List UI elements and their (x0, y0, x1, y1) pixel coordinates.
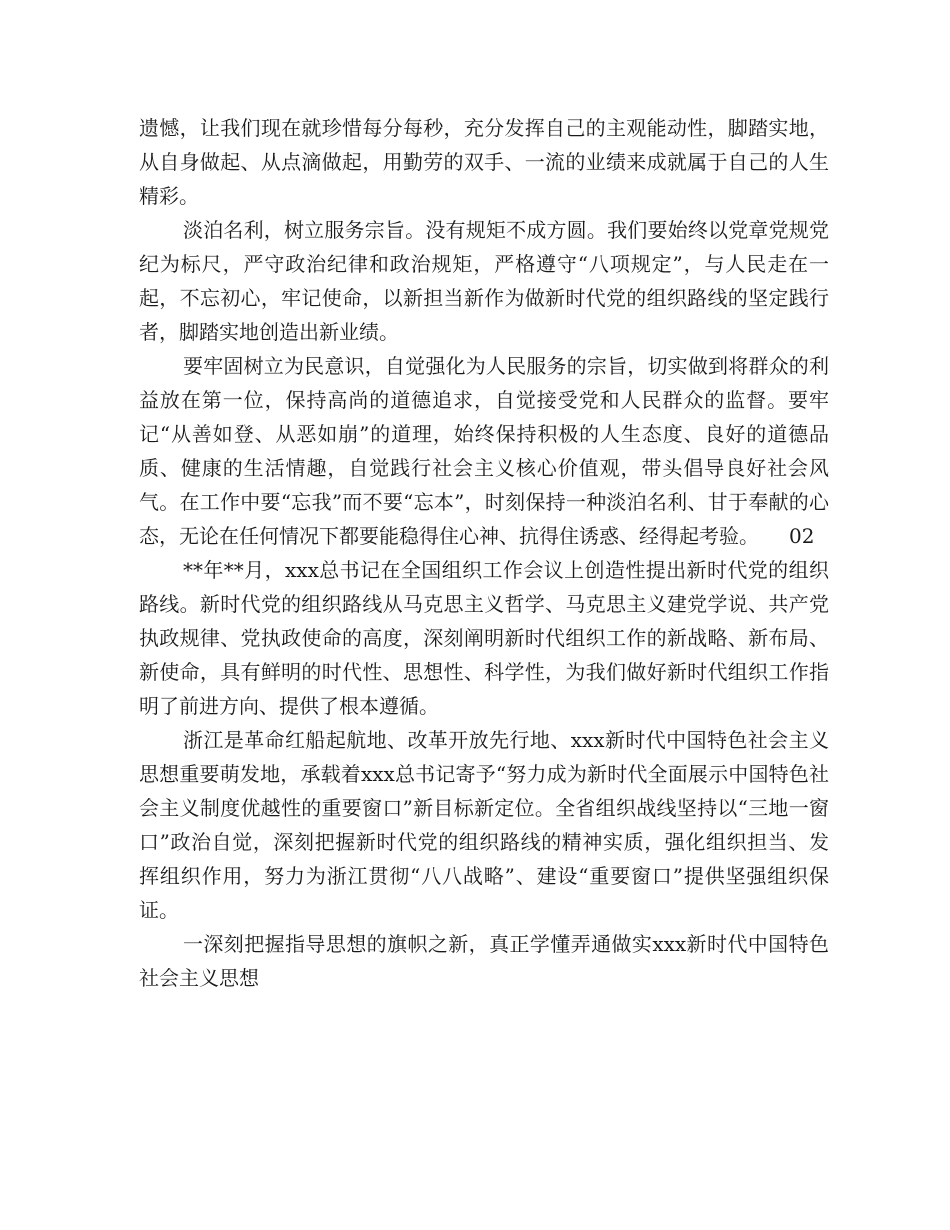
paragraph: 浙江是革命红船起航地、改革开放先行地、xxx新时代中国特色社会主义思想重要萌发地，承载着xxx总书记寄予“努力成为新时代全面展示中国特色社会主义制度优越性的重要窗口”新目标新定位。全省组织战线坚持以“三地一窗口”政治自觉，深刻把握新时代党的组织路线的精神实质，强化组织担当、发挥组织作用，努力为浙江贯彻“八八战略”、建设“重要窗口”提供坚强组织保证。 (139, 728, 829, 922)
paragraph: 要牢固树立为民意识，自觉强化为人民服务的宗旨，切实做到将群众的利益放在第一位，保持高尚的道德追求，自觉接受党和人民群众的监督。要牢记“从善如登、从恶如崩”的道理，始终保持积极的人生态度、良好的道德品质、健康的生活情趣，自觉践行社会主义核心价值观，带头倡导良好社会风气。在工作中要“忘我”而不要“忘本”，时刻保持一种淡泊名利、甘于奉献的心态，无论在任何情况下都要能稳得住心神、抗得住诱惑、经得起考验。 02 (139, 354, 829, 548)
paragraph: 淡泊名利，树立服务宗旨。没有规矩不成方圆。我们要始终以党章党规党纪为标尺，严守政治纪律和政治规矩，严格遵守“八项规定”，与人民走在一起，不忘初心，牢记使命，以新担当新作为做新时代党的组织路线的坚定践行者，脚踏实地创造出新业绩。 (139, 218, 829, 344)
paragraph: 一深刻把握指导思想的旗帜之新，真正学懂弄通做实xxx新时代中国特色社会主义思想 (139, 932, 829, 990)
document-body (139, 111, 829, 995)
paragraph: **年**月，xxx总书记在全国组织工作会议上创造性提出新时代党的组织路线。新时代党的组织路线从马克思主义哲学、马克思主义建党学说、共产党执政规律、党执政使命的高度，深刻阐明新时代组织工作的新战略、新布局、新使命，具有鲜明的时代性、思想性、科学性，为我们做好新时代组织工作指明了前进方向、提供了根本遵循。 (139, 558, 829, 718)
paragraph-continuation: 遗憾，让我们现在就珍惜每分每秒，充分发挥自己的主观能动性，脚踏实地，从自身做起、从点滴做起，用勤劳的双手、一流的业绩来成就属于自己的人生精彩。 (139, 116, 829, 208)
